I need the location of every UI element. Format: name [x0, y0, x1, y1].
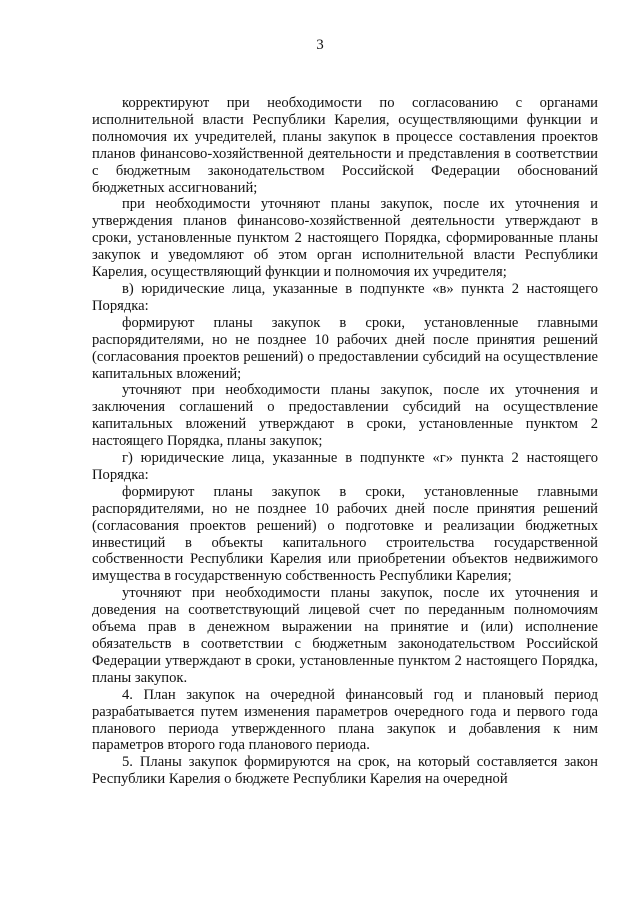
paragraph: в) юридические лица, указанные в подпункте «в» пункта 2 настоящего Порядка:: [92, 280, 598, 314]
document-body: [92, 95, 598, 788]
paragraph: формируют планы закупок в сроки, установленные главными распорядителями, но не позднее 10 рабочих дней после принятия решений (согласования проектов решений) о предоставлении субсидий на осуществление капитальных вложений;: [92, 314, 598, 382]
paragraph: при необходимости уточняют планы закупок, после их уточнения и утверждения планов финансово-хозяйственной деятельности утверждают в сроки, установленные пунктом 2 настоящего Порядка, сформированные планы закупок и уведомляют об этом орган исполнительной власти Республики Карелия, осуществляющий функции и полномочия их учредителя;: [92, 196, 598, 281]
page-number: 3: [316, 37, 324, 53]
paragraph: формируют планы закупок в сроки, установленные главными распорядителями, но не позднее 10 рабочих дней после принятия решений (согласования проектов решений) о подготовке и реализации бюджетных инвестиций в объекты капитального строительства государственной собственности Республики Карелия или приобретении объектов недвижимого имущества в государственную собственность Республики Карелия;: [92, 483, 598, 585]
paragraph: 4. План закупок на очередной финансовый год и плановый период разрабатывается путем изменения параметров очередного года и первого года планового периода утвержденного плана закупок и добавления к ним параметров второго года планового периода.: [92, 686, 598, 754]
paragraph: корректируют при необходимости по согласованию с органами исполнительной власти Республики Карелия, осуществляющими функции и полномочия их учредителей, планы закупок в процессе составления проектов планов финансово-хозяйственной деятельности и представления в соответствии с бюджетным законодательством Российской Федерации обоснований бюджетных ассигнований;: [92, 95, 598, 196]
paragraph: г) юридические лица, указанные в подпункте «г» пункта 2 настоящего Порядка:: [92, 450, 598, 483]
paragraph: 5. Планы закупок формируются на срок, на который составляется закон Республики Карелия о бюджете Республики Карелия на очередной: [92, 754, 598, 788]
paragraph: уточняют при необходимости планы закупок, после их уточнения и доведения на соответствующий лицевой счет по переданным полномочиям объема прав в денежном выражении на принятие и (или) исполнение обязательств в соответствии с бюджетным законодательством Российской Федерации утверждают в сроки, установленные пунктом 2 настоящего Порядка, планы закупок.: [92, 585, 598, 686]
paragraph: уточняют при необходимости планы закупок, после их уточнения и заключения соглашений о предоставлении субсидий на осуществление капитальных вложений утверждают в сроки, установленные пунктом 2 настоящего Порядка, планы закупок;: [92, 382, 598, 450]
